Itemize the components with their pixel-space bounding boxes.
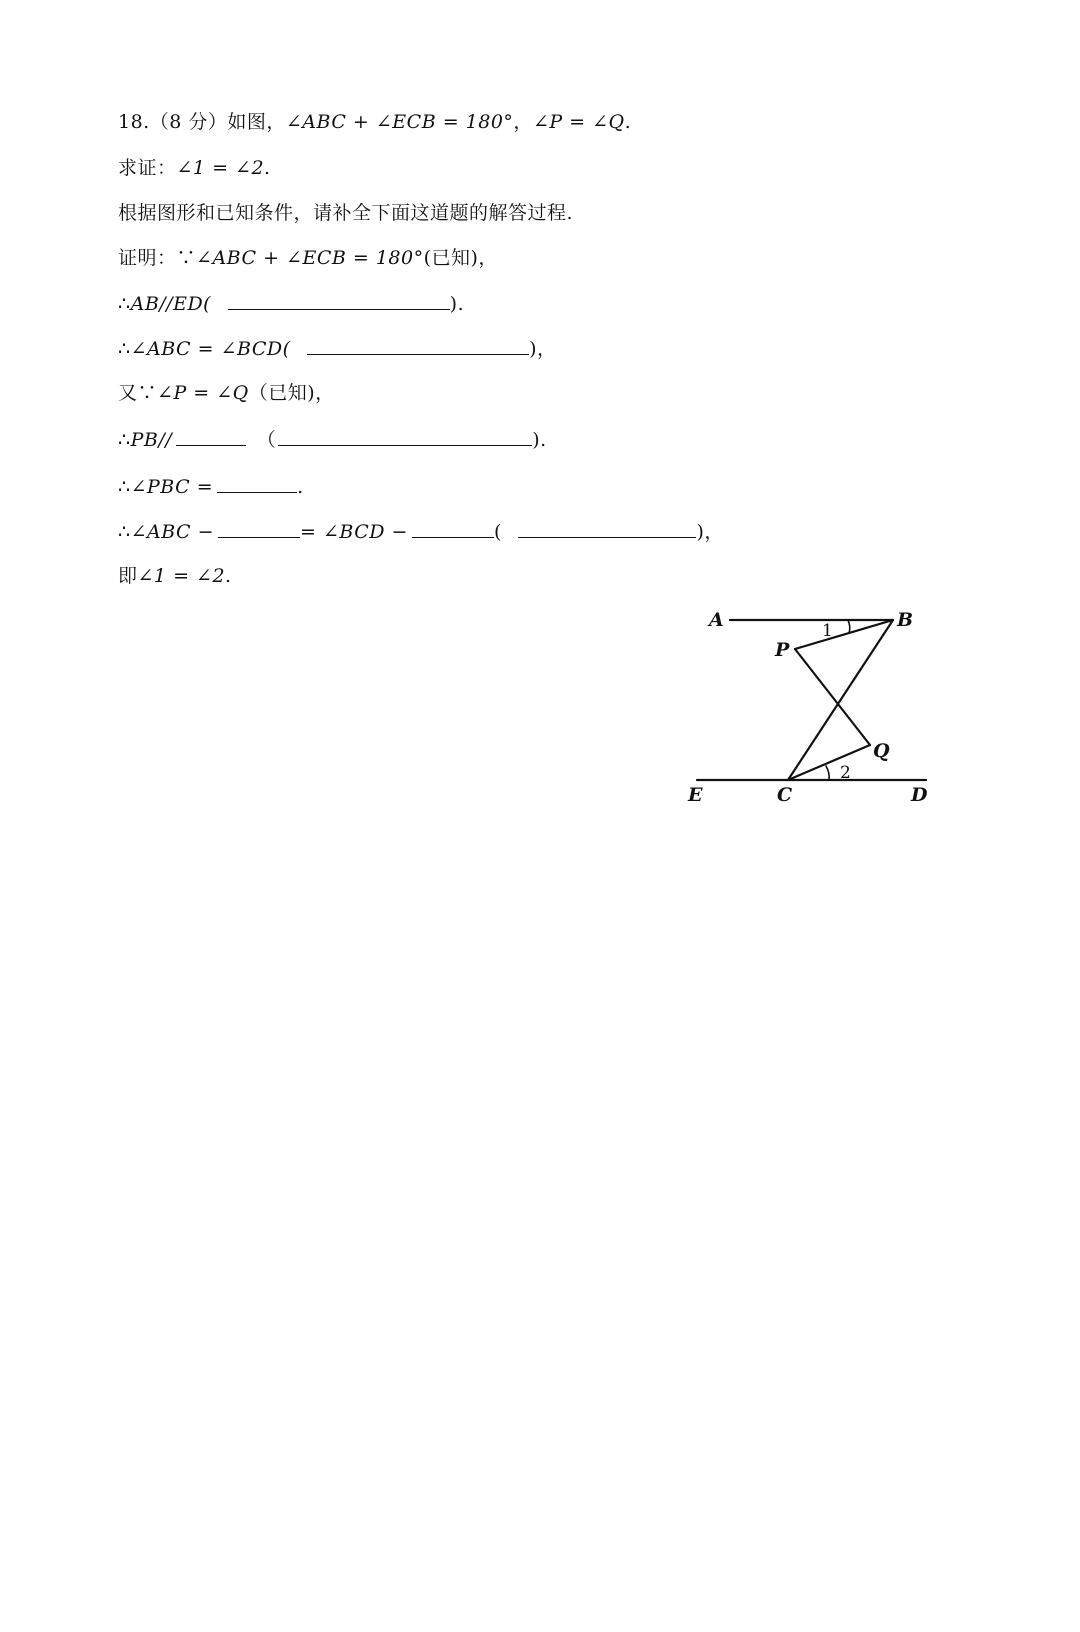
step-expression: ∠1 = ∠2 [137,565,226,587]
instruction-text: 根据图形和已知条件，请补全下面这道题的解答过程. [118,202,574,224]
step-expression: PB// [130,429,173,451]
open-paren: （ [256,429,277,451]
angle-2-label: 2 [840,763,851,783]
problem-intro: 如图， [227,111,286,133]
prove-end: . [264,157,271,179]
therefore-symbol: ∴ [118,476,131,498]
step-expression: ∠ABC = ∠BCD( [130,338,291,360]
step-reason: (已知) [423,247,479,269]
because-symbol: ∵ [137,382,158,404]
step-expression-left: ∠ABC − [130,521,215,543]
angle-1-label: 1 [822,621,833,641]
proof-label: 证明： [118,247,177,269]
step-tail: )， [529,338,557,360]
segment-pq [795,649,870,745]
angle-2-arc [826,766,829,780]
therefore-symbol: ∴ [118,338,131,360]
step-expression: ∠P = ∠Q [157,382,249,404]
therefore-symbol: ∴ [118,429,131,451]
prove-expression: ∠1 = ∠2 [176,157,265,179]
step-tail: ). [532,429,547,451]
step-reason: （已知) [248,382,316,404]
point-p-label: P [775,639,790,661]
segment-bp [795,620,893,649]
open-paren: ( [493,521,502,543]
therefore-symbol: ∴ [118,293,131,315]
because-symbol: ∵ [176,247,197,269]
step-tail: . [225,565,232,587]
step-expression: ∠ABC + ∠ECB = 180° [196,247,424,269]
point-q-label: Q [873,740,890,762]
conclusion-label: 即 [118,565,138,587]
problem-number: 18. [118,111,150,133]
point-e-label: E [688,784,703,806]
point-b-label: B [897,609,914,631]
angle-1-arc [848,620,850,633]
point-d-label: D [911,784,928,806]
step-tail: ). [449,293,465,315]
therefore-symbol: ∴ [118,521,131,543]
step-tail: . [297,476,304,498]
step-expression-right: = ∠BCD − [300,521,408,543]
prove-label: 求证： [118,157,177,179]
problem-score: （8 分） [149,111,228,133]
step-tail: ， [478,247,498,269]
given-angle-sum: ∠ABC + ∠ECB = 180° [285,111,514,133]
step-expression: ∠PBC = [130,476,214,498]
given-angle-equal: ∠P = ∠Q [532,111,625,133]
step-expression: AB//ED( [130,293,212,315]
step-tail: ， [315,382,335,404]
point-a-label: A [709,609,724,631]
problem-end: . [624,111,632,133]
given-separator: ， [513,111,533,133]
point-c-label: C [777,784,793,806]
step-tail: )， [696,521,724,543]
also-label: 又 [118,382,138,404]
